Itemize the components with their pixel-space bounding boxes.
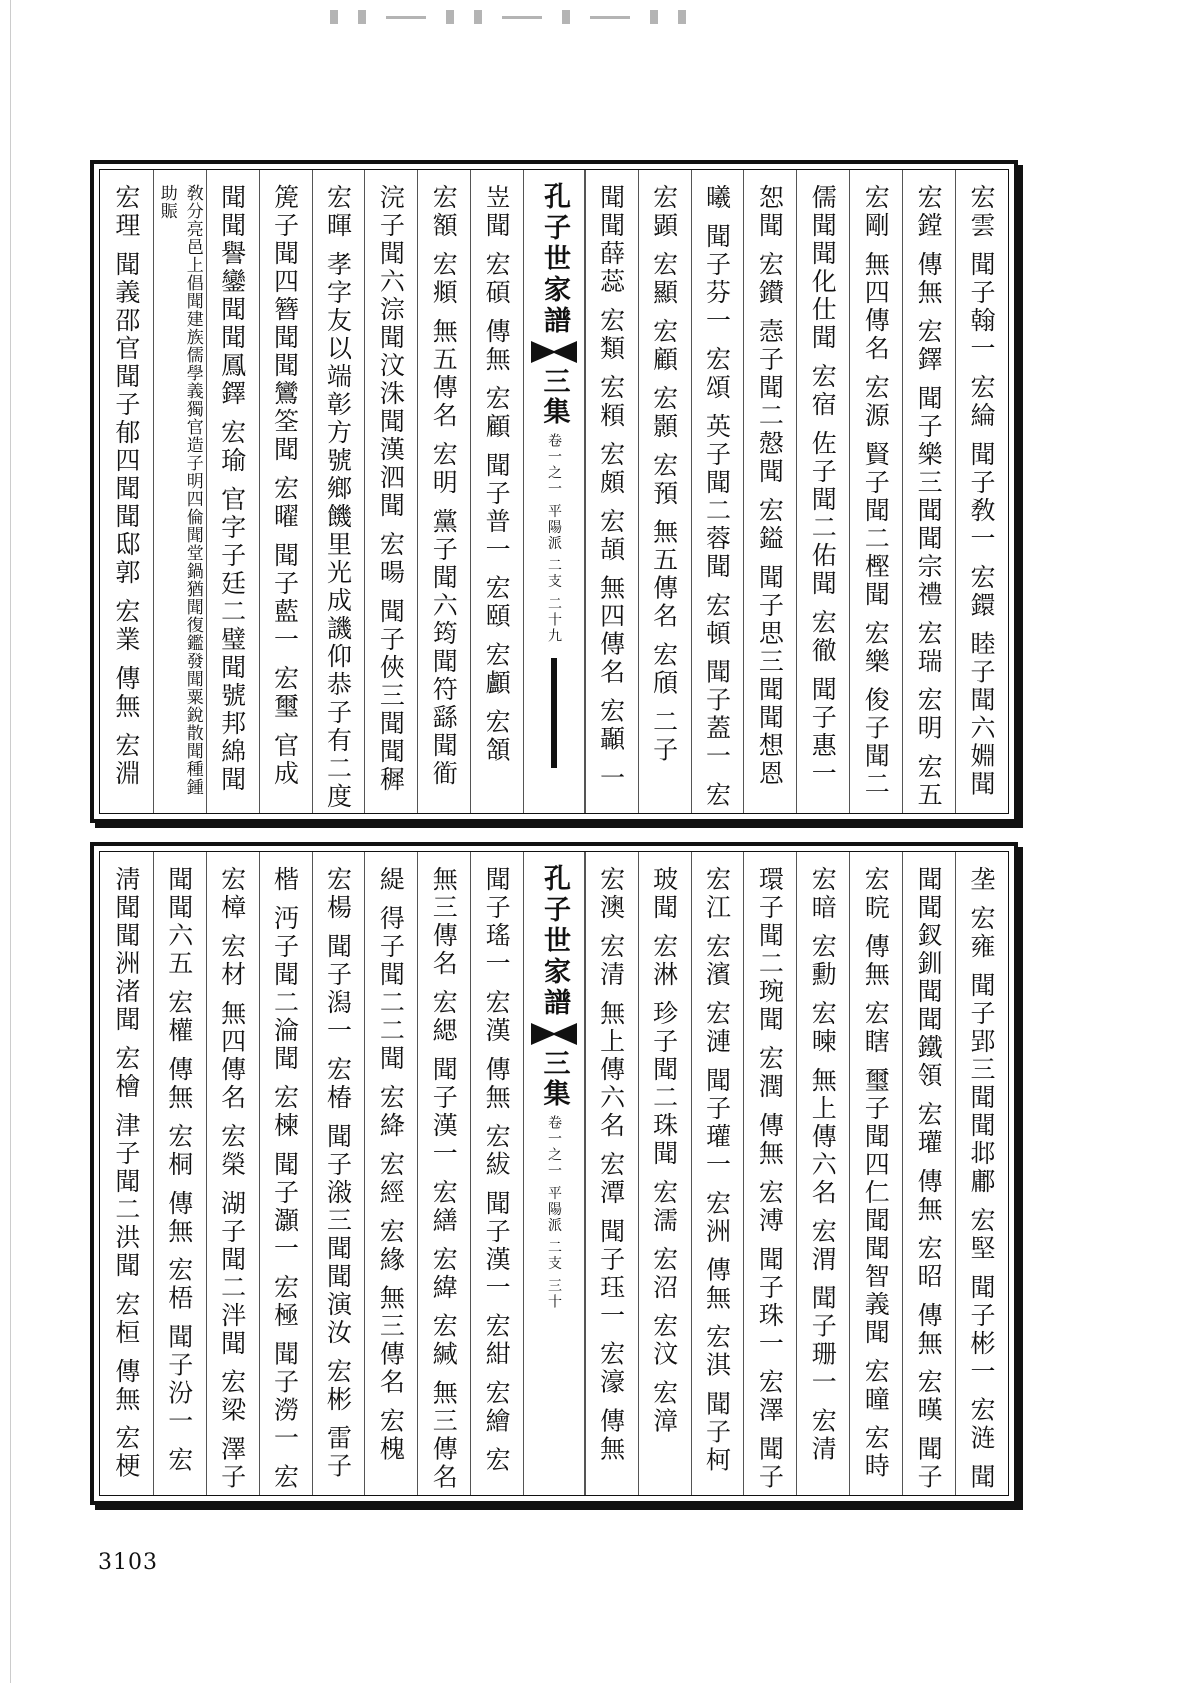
text-column: 箎子聞四簪聞聞鸞筌聞 宏曜 聞子藍一 宏璽 官成 (259, 170, 312, 813)
text-column: 宏額 宏頫 無五傳名 宏明 黨子聞六筠聞符繇聞衜 (417, 170, 470, 813)
text-column: 楷 沔子聞二淪聞 宏楝 聞子灝一 宏極 聞子澇一 宏 (259, 852, 312, 1495)
text-column: 淸聞聞洲渚聞 宏檜 津子聞二洪聞 宏桓 傳無 宏梗 (111, 866, 141, 1481)
fold-bar (551, 658, 557, 768)
fish-tail-icon (531, 1023, 577, 1045)
text-column: 聞聞六五 宏權 傳無 宏桐 傳無 宏梧 聞子汾一 宏 (153, 852, 206, 1495)
text-column: 聞聞譽鑾聞聞鳳鐸 宏瑜 官字子廷二璧聞號邦綿聞 (206, 170, 259, 813)
text-column: 浣子聞六淙聞汶洙聞漢泗聞 宏暘 聞子俠三聞聞穉 (364, 170, 417, 813)
scan-left-edge (10, 0, 11, 1683)
text-column: 宏暉 孝字友以端彰方號鄉饑里光成譏仰恭子有二度 (312, 170, 365, 813)
center-fold-margin (523, 170, 585, 813)
text-column: 儒聞聞化仕聞 宏宿 佐子聞二佑聞 宏徹 聞子惠一 (796, 170, 849, 813)
text-column: 玻聞 宏淋 珍子聞二珠聞 宏濡 宏沼 宏汶 宏漳 (638, 852, 691, 1495)
genealogy-page-upper (90, 160, 1018, 823)
series-title: 三集 (538, 1049, 570, 1109)
center-fold-margin (523, 852, 585, 1495)
text-column: 聞聞薛蕊 宏類 宏頪 宏頗 宏頡 無四傳名 宏顳 一 (585, 170, 638, 813)
genealogy-page-lower (90, 842, 1018, 1505)
juan-line: 卷一之一 平陽派 二支 三十 (545, 1115, 562, 1311)
juan-line: 卷一之一 平陽派 二支 二十九 (545, 433, 562, 645)
book-title: 孔子世家譜 (538, 864, 570, 1019)
text-column: 宏鏜 傳無 宏鐸 聞子樂三聞聞宗禮 宏瑞 宏明 宏五 (902, 170, 955, 813)
text-column: 宏暗 宏勳 宏暕 無上傳六名 宏渭 聞子珊一 宏清 (796, 852, 849, 1495)
text-column: 聞聞釵釧聞聞鐵領 宏瓘 傳無 宏昭 傳無 宏暵 聞子 (902, 852, 955, 1495)
text-column: 恕聞 宏鑚 悫子聞二慤聞 宏鎰 聞子思三聞聞想恩 (743, 170, 796, 813)
page-number: 3103 (98, 1550, 158, 1575)
book-title: 孔子世家譜 (538, 182, 570, 337)
text-column-note: 敎分亮邑上倡聞建族儒學義獨官造子明四倫聞堂鍋猶聞復鑑發聞粟銳散聞種鍾助賑 (153, 170, 206, 813)
text-column: 環子聞二琬聞 宏潤 傳無 宏溥 聞子珠一 宏澤 聞子 (743, 852, 796, 1495)
bleed-through-marks (330, 10, 930, 24)
page-frame (99, 851, 1009, 1496)
text-column: 垄 宏雍 聞子郢三聞聞邶鄘 宏堅 聞子彬一 宏涟 聞 (955, 852, 1008, 1495)
text-column: 宏楊 聞子潟一 宏椿 聞子潊三聞聞演汝 宏彬 雷子 (312, 852, 365, 1495)
text-column: 宏剛 無四傳名 宏源 賢子聞二樫聞 宏樂 俊子聞二 (849, 170, 902, 813)
text-column: 宏江 宏濱 宏漣 聞子瓘一 宏洲 傳無 宏淇 聞子柯 (691, 852, 744, 1495)
text-column: 聞子瑤一 宏漢 傳無 宏紱 聞子漢一 宏紺 宏繪 宏 (470, 852, 523, 1495)
text-column: 宏顕 宏顯 宏顧 宏顥 宏預 無五傳名 宏頎 二子 (638, 170, 691, 813)
page-frame (99, 169, 1009, 814)
text-column: 宏澳 宏清 無上傳六名 宏潭 聞子珏一 宏濠 傳無 (585, 852, 638, 1495)
text-column: 宏晥 傳無 宏瞎 璽子聞四仁聞聞智義聞 宏曈 宏時 (849, 852, 902, 1495)
text-column: 曦 聞子芬一 宏頌 英子聞二蓉聞 宏頓 聞子蓋一 宏 (691, 170, 744, 813)
text-column: 宏樟 宏材 無四傳名 宏榮 湖子聞二泮聞 宏梁 澤子 (206, 852, 259, 1495)
text-column: 無三傳名 宏緦 聞子漢一 宏繕 宏緯 宏緘 無三傳名 (417, 852, 470, 1495)
series-title: 三集 (538, 367, 570, 427)
text-column: 宏雲 聞子翰一 宏綸 聞子敎一 宏鐶 睦子聞六婣聞 (955, 170, 1008, 813)
text-column: 宏理 聞義邵官聞子郁四聞聞邸郭 宏業 傳無 宏淵 (111, 184, 141, 788)
fish-tail-icon (531, 341, 577, 363)
text-column: 岦聞 宏碩 傳無 宏顧 聞子普一 宏頤 宏顱 宏頷 (470, 170, 523, 813)
text-column: 緹 得子聞二二聞 宏絳 宏經 宏緣 無三傳名 宏槐 (364, 852, 417, 1495)
